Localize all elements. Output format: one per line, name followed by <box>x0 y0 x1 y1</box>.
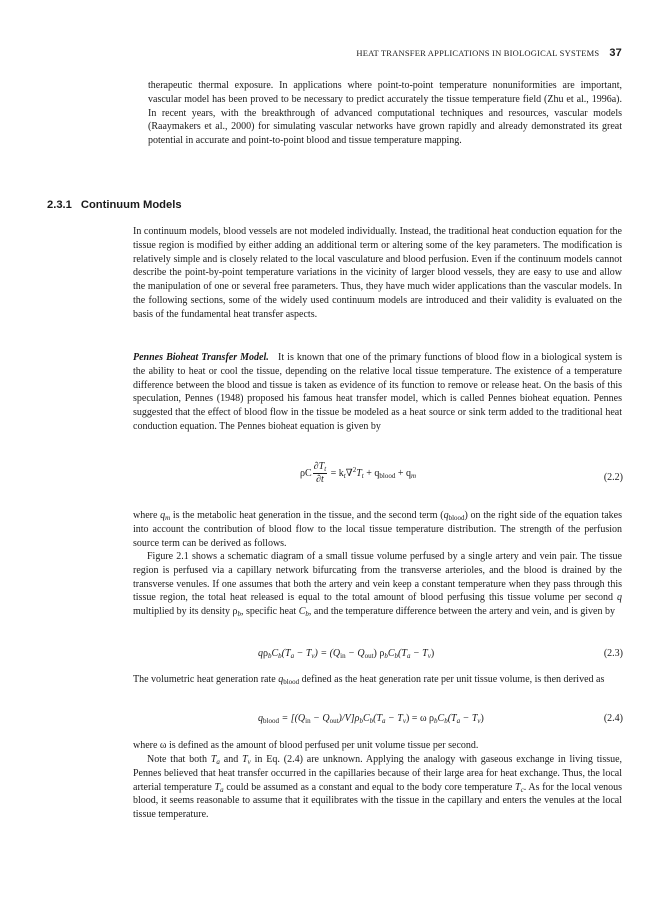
paragraph-pennes <box>133 351 622 434</box>
paragraph-metabolic-heat: where $q_m$ is the metabolic heat generation in the tissue, and the second term $(q_{blood})$ on the right side of the equation takes into account the contribution of blood flow to the local tissue temperature distribution. The strength of the perfusion source term can be derived as follows. <box>133 510 623 549</box>
section-number: 2.3.1 <box>47 199 72 211</box>
page-number: 37 <box>609 47 622 59</box>
section-heading <box>47 199 182 211</box>
running-title: HEAT TRANSFER APPLICATIONS IN BIOLOGICAL SYSTEMS <box>356 48 600 58</box>
pennes-runin-heading: Pennes Bioheat Transfer Model. <box>133 352 269 363</box>
pennes-text: It is known that one of the primary functions of blood flow in a biological system is the ability to heat or cool the tissue, depending on the relative local tissue temperature. The existence of a temperature difference between the blood and tissue is taken as evidence of its function to remove or release heat. On the basis of this speculation, Pennes (1948) proposed his famous heat transfer model, which is called Pennes bioheat equation. Pennes suggested that the effect of blood flow in the tissue be modeled as a heat source or sink term added to the traditional heat conduction equation. The Pennes bioheat equation is given by <box>133 352 622 432</box>
paragraph-volumetric-heat: The volumetric heat generation rate $q_{blood}$ defined as the heat generation rate per unit tissue volume, is then derived as <box>133 674 605 686</box>
equation-number-2-2: (2.2) <box>603 472 623 483</box>
paragraph-continuum-models: In continuum models, blood vessels are not modeled individually. Instead, the traditional heat conduction equation for the tissue region is modified by either adding an additional term or altering some of the key parameters. The modification is relatively simple and is closely related to the local vasculature and blood perfusion. Even if the continuum models cannot describe the point-by-point temperature variations in the vicinity of larger blood vessels, they are easy to use and allow the manipulation of one or several free parameters. Thus, they have much wider applications than the vascular models. In the following sections, some of the widely used continuum models are introduced and their validity is evaluated on the basis of the fundamental heat transfer aspects. <box>133 226 622 320</box>
equation-number-2-3: (2.3) <box>603 648 623 659</box>
paragraph-figure-description: Figure 2.1 shows a schematic diagram of a small tissue volume perfused by a single artery and vein pair. The tissue region is perfused via a capillary network bifurcating from the transverse arterioles, and the blood is drained by the transverse venules. If one assumes that both the artery and vein keep a constant temperature when they pass through this tissue region, the total heat released is equal to the total amount of blood perfusing this tissue volume per second q multiplied by its density $\rho_b$, specific heat $C_b$, and the temperature difference between the artery and vein, and is given by <box>133 551 623 619</box>
section-title: Continuum Models <box>80 199 182 211</box>
running-header <box>356 47 622 59</box>
equation-2-4: $q_{blood} = [(Q_{in} - Q_{out})/V]\rho_bC_b(T_a - T_v) = \omega$ $\rho_bC_b(T_a - T_v)$ <box>258 713 484 725</box>
paragraph-vascular-models: therapeutic thermal exposure. In applications where point-to-point temperature nonuniformities are important, vascular model has been proved to be necessary to predict accurately the tissue temperature field (Zhu et al., 1996a). In recent years, with the breakthrough of advanced computational techniques and resources, vascular models (Raaymakers et al., 2000) for simulating vascular networks have grown rapidly and already demonstrated its great potential in accurate and point-to-point blood and tissue temperature mapping. <box>148 80 622 147</box>
equation-number-2-4: (2.4) <box>603 713 623 724</box>
equation-2-2: ρC $\frac{\partial T_t}{\partial t}$ = $k_t\nabla^2T_t + q_{blood} + q_m$ <box>300 461 417 485</box>
equation-2-3: $q\rho_bC_b(T_a - T_v) = (Q_{in} - Q_{out}) \rho_bC_b(T_a - T_v)$ <box>258 648 435 660</box>
paragraph-arterial-temperature: Note that both $T_a$ and $T_v$ in Eq. (2.4) are unknown. Applying the analogy with gaseous exchange in living tissue, Pennes believed that heat transfer occurred in the capillaries because of their large area for heat exchange. Thus, the local arterial temperature $T_a$ could be assumed as a constant and equal to the body core temperature $T_c$. As for the local venous blood, it seems reasonable to assume that it equilibrates with the tissue in the capillary and enters the venules at the local tissue temperature. <box>133 754 623 821</box>
paragraph-omega-definition: where ω is defined as the amount of blood perfused per unit volume tissue per second. <box>133 740 479 751</box>
